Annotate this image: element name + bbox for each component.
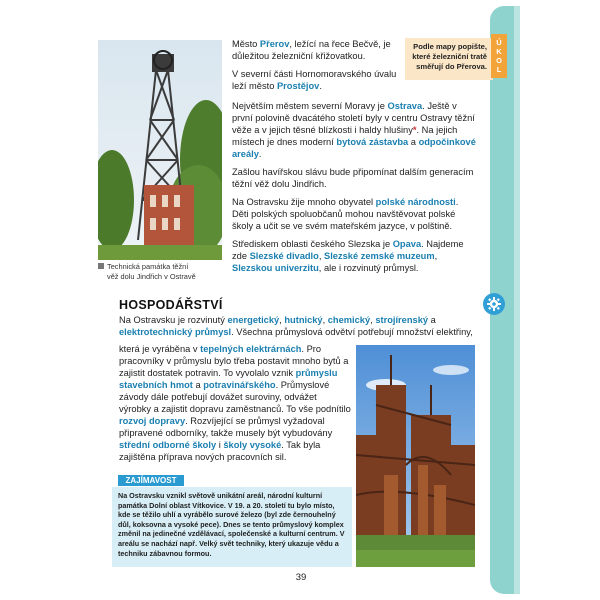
mine-tower-photo	[98, 40, 222, 260]
task-line-2: které železniční tratě	[412, 52, 487, 61]
section-title: HOSPODÁŘSTVÍ	[119, 298, 223, 312]
caption-marker	[98, 263, 104, 269]
right-column-text	[232, 38, 402, 98]
fun-fact-tag: ZAJÍMAVOST	[118, 475, 184, 486]
page-number: 39	[295, 572, 307, 583]
task-line-1: Podle mapy popište,	[413, 42, 487, 51]
paragraph-ostrava: Největším městem severní Moravy je Ostrava. Ještě v první polovině dvacátého století byly v centru Ostravy těžní věže a v jejich těsné blízkosti i haldy hlušiny*. Na jejich místech je dnes moderní bytová zástavba a odpočinkové areály.	[232, 101, 476, 159]
vitkovice-steelworks-photo	[356, 345, 475, 567]
task-badge	[491, 34, 507, 78]
task-badge-letter: K	[496, 47, 502, 56]
side-tab-edge	[514, 6, 520, 594]
gear-icon	[483, 293, 505, 315]
paragraph-polish: Na Ostravsku žije mnoho obyvatel polské národnosti. Děti polských spoluobčanů mohou navštěvovat polské školy a učit se ve svém mateřském jazyce, v polštině.	[232, 197, 459, 231]
task-badge-letter: L	[496, 65, 502, 74]
paragraph-prerov: Město Přerov, ležící na řece Bečvě, je důležitou železniční křižovatkou.	[232, 39, 391, 61]
caption-line-1: Technická památka těžní	[107, 262, 189, 271]
paragraph-prostejov: V severní části Hornomoravského úvalu leží město Prostějov.	[232, 69, 397, 91]
paragraph-opava: Střediskem oblasti českého Slezska je Opava. Najdeme zde Slezské divadlo, Slezské zemské muzeum, Slezskou univerzitu, ale i rozvinutý průmysl.	[232, 239, 464, 273]
caption-line-2: věž dolu Jindřich v Ostravě	[107, 272, 196, 281]
photo-caption	[98, 262, 226, 282]
task-line-3: směřují do Přerova.	[416, 62, 487, 71]
economy-body: která je vyráběna v tepelných elektrárnách. Pro pracovníky v průmyslu bylo třeba postavit mnoho bytů a zajistit dostatek potravin. To vyvolalo vznik průmyslu stavebních hmot a potravinářského. Průmyslové závody dále potřebují dovážet suroviny, odvážet výrobky a zajistit dopravu zaměstnanců. To vše podnítilo rozvoj dopravy. Rozvíjející se průmysl vyžadoval připravené odborníky, takže musely být vybudovány střední odborné školy i školy vysoké. Tak byla zajištěna příprava nových pracovních sil.	[119, 344, 351, 462]
paragraph-jindrich: Zašlou havířskou slávu bude připomínat dalším generacím těžní věž dolu Jindřich.	[232, 167, 474, 189]
task-badge-letter: O	[496, 56, 502, 65]
task-box	[405, 38, 493, 80]
task-badge-letter: Ú	[496, 38, 502, 47]
fun-fact-box	[112, 487, 352, 567]
economy-intro: Na Ostravsku je rozvinutý energetický, hutnický, chemický, strojírenský a elektrotechnický průmysl. Všechna průmyslová odvětví potřebují množství elektřiny,	[119, 315, 473, 337]
fun-fact-text: Na Ostravsku vznikl světově unikátní areál, národní kulturní památka Dolní oblast Vítkovice. V 19. a 20. století tu bylo místo, kde se těžilo uhlí a vyrábělo surové železo (byl zde černouhelný důl, koksovna a vysoké pece). Dnes se tento průmyslový komplex změnil na jedinečné vzdělávací, společenské a kulturní centrum. V areálu se nachází např. Velký svět techniky, který ukazuje vědu a techniku zábavnou formou.	[118, 491, 345, 558]
right-column-text-wide	[232, 100, 477, 280]
